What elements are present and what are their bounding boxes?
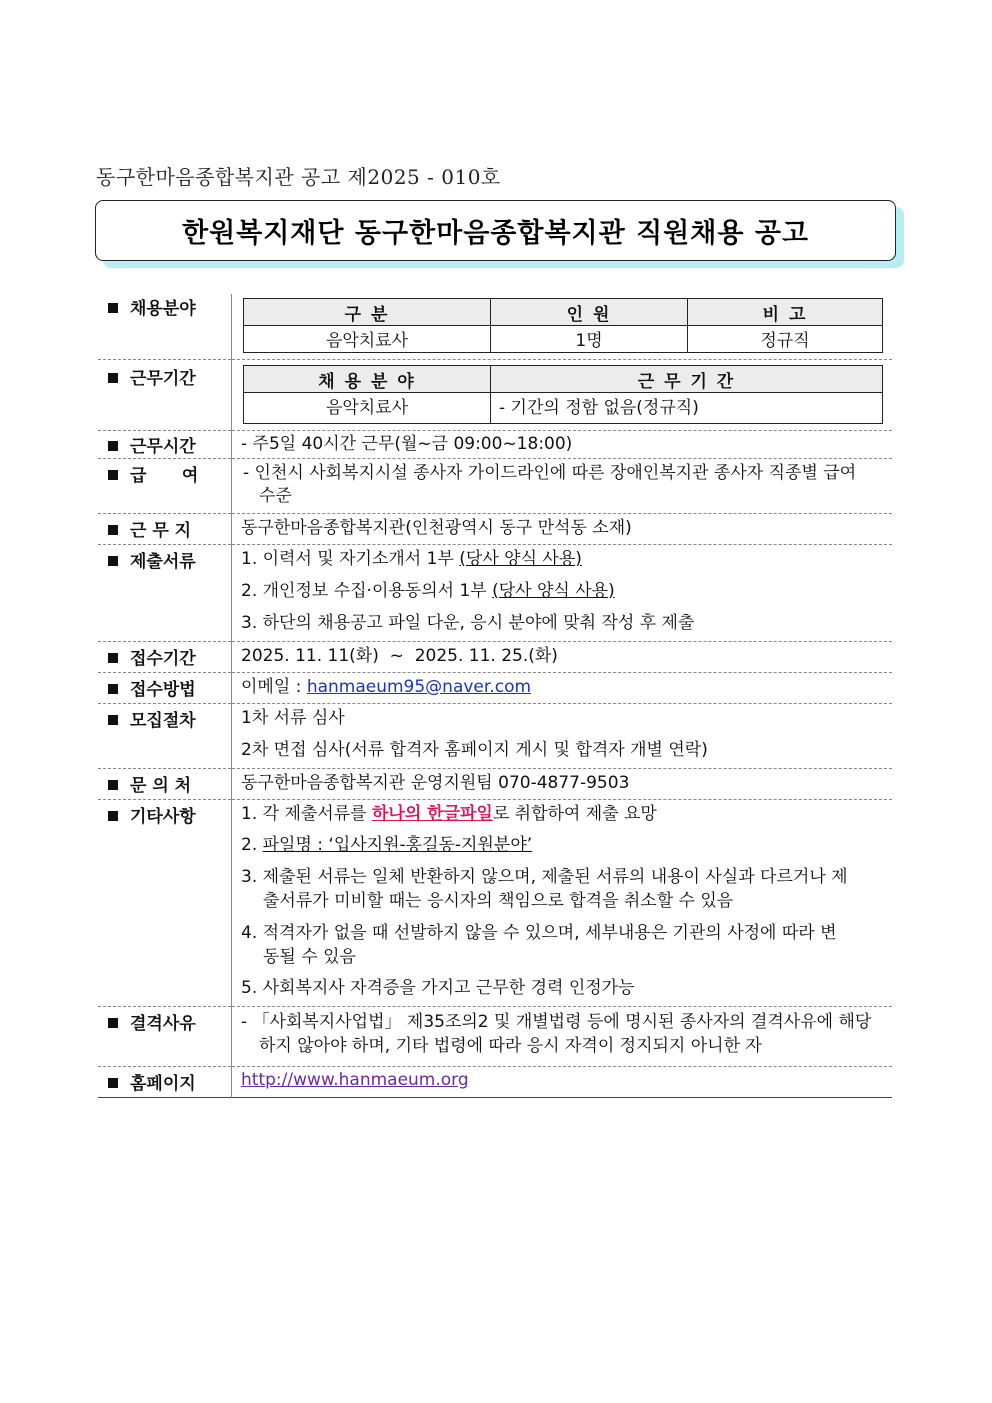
row-contact <box>98 769 892 800</box>
page-title: 한원복지재단 동구한마음종합복지관 직원채용 공고 <box>181 218 809 249</box>
row-etc <box>98 800 892 1007</box>
row-procedure <box>98 704 892 769</box>
contact-text: 동구한마음종합복지관 운영지원팀 070-4877-9503 <box>241 773 630 793</box>
row-label: 모집절차 <box>130 711 196 731</box>
etc-item: 2. 파일명 : ‘입사지원-홍길동-지원분야’ <box>241 835 533 855</box>
row-label: 제출서류 <box>130 552 196 572</box>
bullet-square-icon <box>108 303 118 313</box>
row-period <box>98 360 892 431</box>
row-label: 접수방법 <box>130 680 196 700</box>
bullet-square-icon <box>108 373 118 383</box>
row-label: 문 의 처 <box>130 776 192 796</box>
field-header-category: 구 분 <box>244 299 491 326</box>
field-table <box>243 298 883 353</box>
row-salary <box>98 459 892 514</box>
row-receipt-method <box>98 673 892 704</box>
email-prefix: 이메일 : <box>241 677 307 697</box>
field-header-note: 비 고 <box>688 299 883 326</box>
period-cell-term: - 기간의 정함 없음(정규직) <box>491 393 883 424</box>
row-location <box>98 514 892 545</box>
row-label: 기타사항 <box>130 807 196 827</box>
row-label: 채용분야 <box>130 299 196 319</box>
bullet-square-icon <box>108 653 118 663</box>
row-label: 접수기간 <box>130 649 196 669</box>
period-cell-field: 음악치료사 <box>244 393 491 424</box>
notice-table <box>98 294 892 1098</box>
period-header-field: 채 용 분 야 <box>244 366 491 393</box>
field-header-count: 인 원 <box>491 299 688 326</box>
row-label: 근 무 지 <box>130 521 192 541</box>
row-receipt-period <box>98 642 892 673</box>
bullet-square-icon <box>108 715 118 725</box>
hours-text: - 주5일 40시간 근무(월~금 09:00~18:00) <box>241 434 573 454</box>
highlight-text: 하나의 한글파일 <box>371 804 493 824</box>
row-label: 결격사유 <box>130 1014 196 1034</box>
bullet-square-icon <box>108 441 118 451</box>
row-label: 근무기간 <box>130 369 196 389</box>
row-disqualification <box>98 1007 892 1067</box>
field-cell-count: 1명 <box>491 326 688 353</box>
etc-item: 3. 제출된 서류는 일체 반환하지 않으며, 제출된 서류의 내용이 사실과 다르거나 제출서류가 미비할 때는 응시자의 책임으로 합격을 취소할 수 있음 <box>241 867 848 911</box>
procedure-item: 2차 면접 심사(서류 합격자 홈페이지 게시 및 합격자 개별 연락) <box>241 740 708 760</box>
homepage-link[interactable]: http://www.hanmaeum.org <box>241 1070 469 1090</box>
row-hours <box>98 431 892 459</box>
document-item: 1. 이력서 및 자기소개서 1부 (당사 양식 사용) <box>241 549 582 569</box>
title-box <box>95 200 896 261</box>
bullet-square-icon <box>108 556 118 566</box>
period-table <box>243 365 883 424</box>
receipt-period-text: 2025. 11. 11(화) ~ 2025. 11. 25.(화) <box>241 646 558 666</box>
document-item: 2. 개인정보 수집·이용동의서 1부 (당사 양식 사용) <box>241 581 615 601</box>
row-field <box>98 294 892 360</box>
bullet-square-icon <box>108 780 118 790</box>
bullet-square-icon <box>108 811 118 821</box>
notice-number: 동구한마음종합복지관 공고 제2025 - 010호 <box>96 165 501 189</box>
email-link[interactable]: hanmaeum95@naver.com <box>306 677 532 697</box>
bullet-square-icon <box>108 470 118 480</box>
procedure-item: 1차 서류 심사 <box>241 708 345 728</box>
row-label: 근무시간 <box>130 437 196 457</box>
location-text: 동구한마음종합복지관(인천광역시 동구 만석동 소재) <box>241 518 632 538</box>
bullet-square-icon <box>108 525 118 535</box>
bullet-square-icon <box>108 1018 118 1028</box>
period-header-term: 근 무 기 간 <box>491 366 883 393</box>
row-homepage <box>98 1067 892 1098</box>
field-cell-category: 음악치료사 <box>244 326 491 353</box>
bullet-square-icon <box>108 1078 118 1088</box>
row-label: 홈페이지 <box>130 1074 196 1094</box>
row-documents <box>98 545 892 642</box>
field-cell-note: 정규직 <box>688 326 883 353</box>
salary-text: - 인천시 사회복지시설 종사자 가이드라인에 따른 장애인복지관 종사자 직종별 급여수준 <box>243 463 857 506</box>
document-item: 3. 하단의 채용공고 파일 다운, 응시 분야에 맞춰 작성 후 제출 <box>241 613 695 633</box>
bullet-square-icon <box>108 684 118 694</box>
etc-item: 5. 사회복지사 자격증을 가지고 근무한 경력 인정가능 <box>241 978 635 998</box>
etc-item: 4. 적격자가 없을 때 선발하지 않을 수 있으며, 세부내용은 기관의 사정에 따라 변동될 수 있음 <box>241 923 837 967</box>
disqualification-text: - 「사회복지사업법」 제35조의2 및 개별법령 등에 명시된 종사자의 결격사유에 해당하지 않아야 하며, 기타 법령에 따라 응시 자격이 정지되지 아니한 자 <box>241 1012 872 1056</box>
row-label: 급 여 <box>130 466 199 486</box>
etc-item: 1. 각 제출서류를 하나의 한글파일로 취합하여 제출 요망 <box>241 804 657 824</box>
